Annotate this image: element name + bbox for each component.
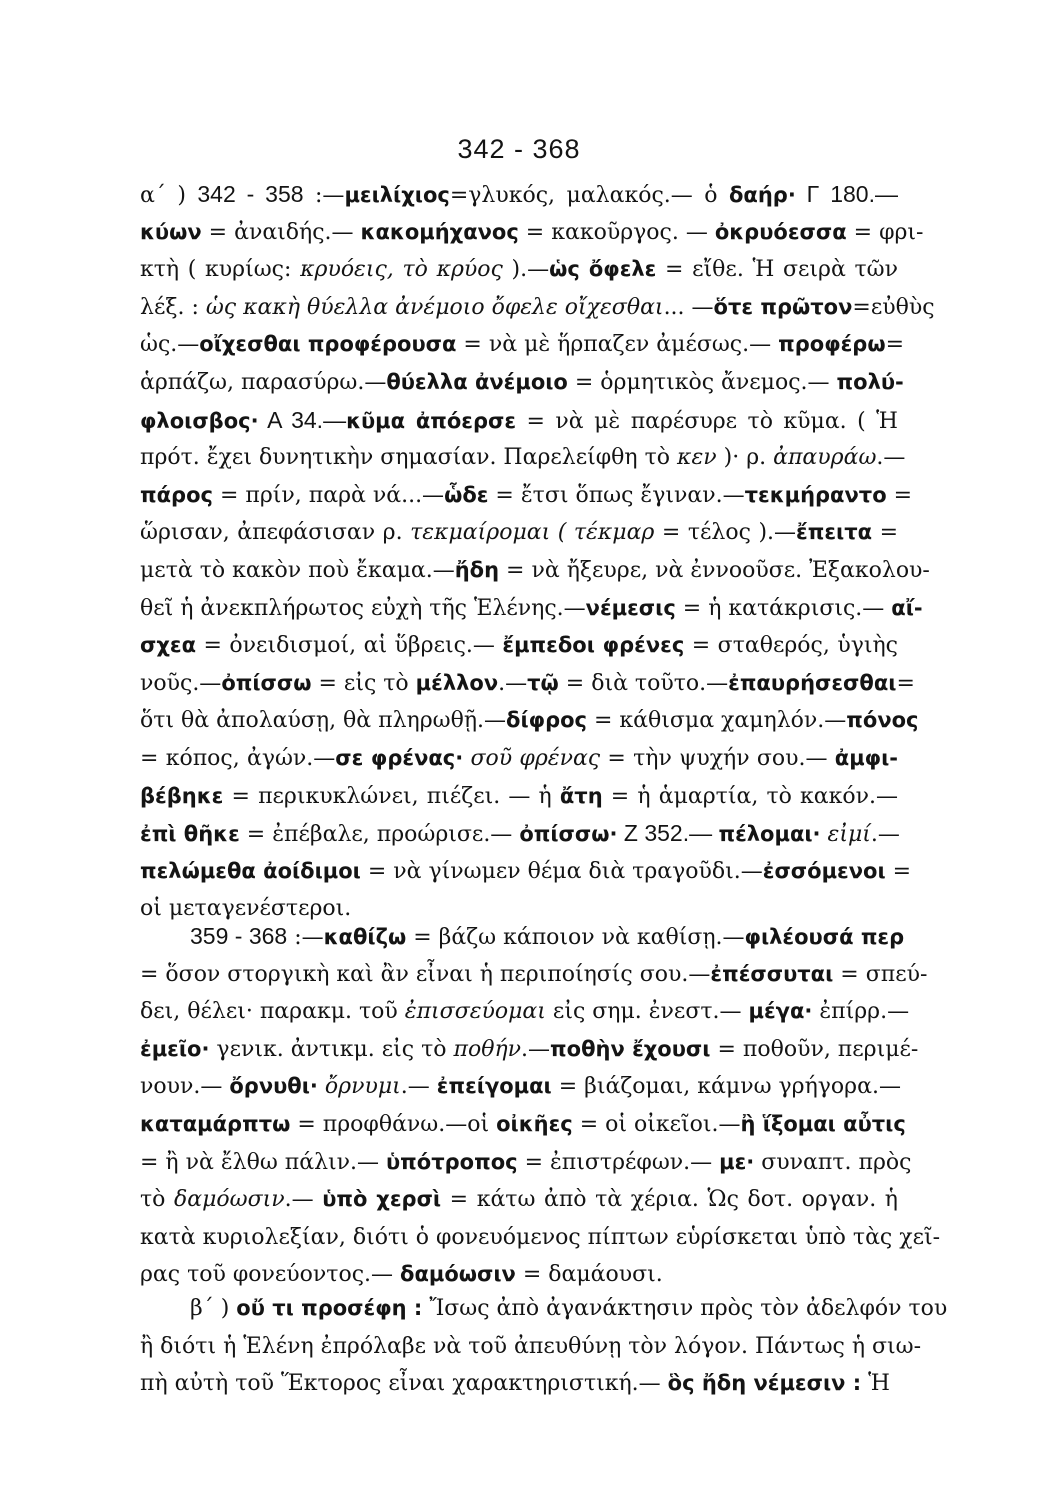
headword: κακομήχανος bbox=[360, 219, 519, 244]
body-text: ἁρπάζω, παρασύρω.— bbox=[140, 369, 387, 395]
text-line bbox=[140, 1328, 922, 1366]
body-text: .— bbox=[521, 1036, 551, 1062]
body-text: κατὰ κυριολεξίαν, διότι ὁ φονευόμενος πίπτων εὑρίσκεται ὑπὸ τὰς χεῖ- bbox=[140, 1224, 941, 1250]
body-text: α΄ ) bbox=[140, 183, 198, 208]
body-text: κτὴ ( κυρίως: bbox=[140, 257, 301, 283]
headword: βέβηκε bbox=[140, 783, 224, 808]
body-text: = ὁρμητικὸς ἄνεμος.— bbox=[567, 369, 837, 395]
body-text: νοῦς.— bbox=[140, 670, 222, 696]
text-line bbox=[140, 1068, 901, 1106]
text-line bbox=[140, 1290, 948, 1328]
text-line bbox=[140, 740, 898, 778]
text-line bbox=[140, 853, 912, 891]
body-text: = κάθισμα χαμηλόν.— bbox=[586, 708, 847, 734]
text-line bbox=[140, 176, 898, 214]
body-text: = τὴν ψυχήν σου.— bbox=[600, 745, 835, 771]
text-line bbox=[140, 552, 930, 590]
italic-text: ὡς κακὴ θύελλα ἀνέμοιο ὄφελε οἴχεσθαι bbox=[205, 294, 664, 320]
body-text bbox=[318, 1074, 325, 1099]
body-text: =γλυκός, μαλακός.— ὁ bbox=[449, 183, 729, 208]
headword: πάρος bbox=[140, 482, 213, 507]
body-text: = τέλος ).— bbox=[654, 520, 797, 546]
text-line bbox=[140, 1365, 898, 1403]
text-line bbox=[140, 402, 898, 440]
body-text: 342 - 358 bbox=[197, 181, 304, 207]
page-range-header: 342 - 368 bbox=[457, 134, 581, 164]
text-line bbox=[140, 956, 928, 994]
text-line bbox=[140, 326, 905, 364]
body-text: ὥρισαν, ἀπεφάσισαν ρ. bbox=[140, 520, 411, 546]
body-text: Γ 180.— bbox=[795, 181, 898, 207]
body-text: = bbox=[872, 520, 899, 546]
text-line bbox=[140, 590, 923, 628]
headword: ἐπαυρήσεσθαι bbox=[728, 670, 897, 695]
body-text: = νὰ γίνωμεν θέμα διὰ τραγοῦδι.— bbox=[360, 858, 763, 884]
text-line bbox=[140, 1106, 906, 1144]
body-text: = σταθερός, ὑγιὴς bbox=[684, 633, 898, 659]
body-text: = νὰ μὲ παρέσυρε τὸ κῦμα. ( Ἡ bbox=[516, 408, 898, 434]
headword: ὀπίσσω bbox=[221, 670, 312, 695]
text-line bbox=[140, 289, 935, 327]
body-text: = προφθάνω.—οἱ bbox=[290, 1111, 497, 1137]
headword: αἴ- bbox=[891, 595, 923, 620]
text-line bbox=[140, 214, 924, 252]
text-line bbox=[140, 514, 898, 552]
body-text: γενικ. ἀντικμ. εἰς τὸ bbox=[209, 1036, 454, 1062]
body-text: = bbox=[886, 482, 913, 508]
italic-text: κρυόεις, τὸ κρύος bbox=[300, 257, 503, 283]
headword: ποθὴν ἔχουσι bbox=[550, 1036, 711, 1061]
headword: οἰκῆες bbox=[496, 1111, 573, 1136]
body-text: = νὰ μὲ ἥρπαζεν ἀμέσως.— bbox=[456, 332, 779, 358]
italic-text: τεκμαίρομαι ( τέκμαρ bbox=[410, 520, 655, 546]
body-text: = διὰ τοῦτο.— bbox=[558, 670, 729, 696]
text-line bbox=[140, 627, 898, 665]
body-text: = bbox=[896, 670, 915, 696]
text-line bbox=[140, 1144, 912, 1182]
body-text: πρότ. ἔχει δυνητικὴν σημασίαν. Παρελείφθη τὸ bbox=[140, 445, 678, 471]
body-text: = ὀνειδισμοί, αἱ ὕβρεις.— bbox=[196, 633, 503, 659]
headword: ἢ ἵξομαι αὖτις bbox=[740, 1111, 906, 1136]
body-text: = κάτω ἀπὸ τὰ χέρια. Ὡς δοτ. οργαν. ἡ bbox=[441, 1187, 898, 1213]
body-text: = νὰ ἤξευρε, νὰ ἐννοοῦσε. Ἐξακολου- bbox=[499, 557, 930, 583]
body-text: = ἡ ἁμαρτία, τὸ κακόν.— bbox=[602, 783, 898, 809]
body-text: λέξ. : bbox=[140, 294, 206, 320]
headword: δαήρ· bbox=[728, 183, 796, 207]
headword: με· bbox=[719, 1149, 755, 1174]
body-text: = περικυκλώνει, πιέζει. — ἡ bbox=[223, 783, 560, 809]
headword: πελώμεθα ἀοίδιμοι bbox=[140, 858, 361, 883]
body-text: Ἡ bbox=[861, 1371, 890, 1397]
headword: ὧδε bbox=[444, 482, 489, 507]
body-text: πὴ αὐτὴ τοῦ Ἕκτορος εἶναι χαρακτηριστική.— bbox=[140, 1371, 668, 1397]
headword: προφέρω bbox=[778, 332, 886, 357]
body-text: Ἴσως ἀπὸ ἀγανάκτησιν πρὸς τὸν ἀδελφόν του bbox=[422, 1296, 948, 1321]
headword: ὀπίσσω· bbox=[519, 822, 618, 847]
body-text: συναπτ. πρὸς bbox=[754, 1149, 912, 1175]
body-text: = βάζω κάποιον νὰ καθίσῃ.— bbox=[406, 925, 745, 950]
headword: μειλίχιος bbox=[344, 183, 450, 207]
text-line bbox=[140, 702, 919, 740]
headword: ἄτη bbox=[559, 783, 603, 808]
headword: δίφρος bbox=[506, 708, 587, 733]
body-text: = bbox=[885, 332, 905, 358]
headword: ὀκρυόεσσα bbox=[714, 219, 847, 244]
body-text: ὅτι θὰ ἀπολαύσῃ, θὰ πληρωθῇ.— bbox=[140, 708, 507, 734]
body-text: = ἐπέβαλε, προώρισε.— bbox=[239, 822, 520, 848]
text-line bbox=[140, 993, 910, 1031]
headword: δαμόωσιν bbox=[400, 1262, 516, 1287]
headword: ὑπὸ χερσὶ bbox=[322, 1187, 442, 1212]
body-text: Ζ 352.— bbox=[617, 820, 719, 847]
body-text: .— bbox=[498, 670, 528, 696]
body-text: ὡς.— bbox=[140, 332, 200, 358]
text-line bbox=[140, 1219, 941, 1257]
headword: κῦμα ἀπόερσε bbox=[346, 408, 517, 433]
body-text: τὸ bbox=[140, 1187, 174, 1213]
body-text: = bbox=[885, 858, 912, 884]
body-text: ἢ διότι ἡ Ἑλένη ἐπρόλαβε νὰ τοῦ ἀπευθύνῃ τὸν λόγον. Πάντως ἡ σιω- bbox=[140, 1333, 922, 1359]
text-line bbox=[140, 251, 898, 289]
headword: ὅτε πρῶτον bbox=[713, 294, 853, 319]
italic-text: ἀπαυράω bbox=[773, 445, 877, 471]
body-text: = ἡ κατάκρισις.— bbox=[675, 595, 892, 621]
italic-text: σοῦ φρένας bbox=[470, 745, 601, 771]
headword: ἔμπεδοι φρένες bbox=[502, 633, 685, 658]
italic-text: κεν bbox=[677, 445, 717, 471]
body-text: = ὅσον στοργικὴ καὶ ἂν εἶναι ἡ περιποίησίς σου.— bbox=[140, 961, 711, 987]
text-line bbox=[140, 364, 904, 402]
body-text: .— bbox=[876, 445, 906, 471]
text-line bbox=[140, 1031, 919, 1069]
headword: τῷ bbox=[527, 670, 559, 695]
body-text: ... — bbox=[663, 294, 714, 320]
body-text: μετὰ τὸ κακὸν ποὺ ἔκαμα.— bbox=[140, 557, 455, 583]
headword: μέγα· bbox=[748, 999, 813, 1024]
headword: ἐμεῖο· bbox=[140, 1036, 210, 1061]
body-text: =εὐθὺς bbox=[852, 294, 935, 320]
italic-text: δαμόωσιν bbox=[174, 1187, 285, 1213]
headword: ἀμφι- bbox=[834, 745, 898, 770]
text-line bbox=[140, 665, 915, 703]
headword: ὑπότροπος bbox=[386, 1149, 518, 1174]
headword: πόνος bbox=[846, 708, 919, 733]
headword: τεκμήραντο bbox=[744, 482, 887, 507]
headword: πολύ- bbox=[836, 369, 904, 394]
headword: φιλέουσά περ bbox=[744, 925, 905, 949]
headword: καταμάρπτω bbox=[140, 1111, 291, 1136]
body-text: = ἐπιστρέφων.— bbox=[517, 1149, 720, 1175]
body-text: .— bbox=[284, 1187, 323, 1213]
headword: καθίζω bbox=[323, 925, 407, 949]
body-text: = βιάζομαι, κάμνω γρήγορα.— bbox=[551, 1074, 901, 1100]
body-text bbox=[821, 822, 828, 847]
headword: ἤδη bbox=[454, 557, 500, 582]
text-line bbox=[140, 918, 905, 956]
body-text: = εἰς τὸ bbox=[311, 670, 416, 696]
body-text: = πρίν, παρὰ νά...— bbox=[212, 482, 445, 508]
headword: ὡς ὄφελε bbox=[549, 257, 657, 282]
italic-text: ποθήν bbox=[453, 1036, 522, 1062]
italic-text: ὄρνυμι bbox=[324, 1074, 401, 1100]
headword: ὃς ἤδη νέμεσιν : bbox=[667, 1371, 862, 1396]
italic-text: εἰμί bbox=[827, 822, 871, 848]
commentary-section-342-358 bbox=[140, 176, 935, 928]
commentary-section-359-368 bbox=[140, 918, 941, 1294]
headword: φλοισβος· bbox=[140, 408, 259, 433]
body-text: ).— bbox=[502, 257, 550, 283]
headword: ὄρνυθι· bbox=[229, 1074, 318, 1099]
body-text: = δαμάουσι. bbox=[515, 1262, 663, 1288]
body-text: = κόπος, ἀγών.— bbox=[140, 745, 336, 771]
body-text: .— bbox=[870, 822, 900, 848]
headword: πέλομαι· bbox=[718, 822, 821, 847]
body-text: :— bbox=[303, 183, 345, 208]
text-line bbox=[140, 1256, 898, 1294]
body-text: = οἱ οἰκεῖοι.— bbox=[572, 1111, 741, 1137]
headword: μέλλον bbox=[415, 670, 499, 695]
commentary-section-beta bbox=[140, 1290, 948, 1403]
body-text: = ἔτσι ὅπως ἔγιναν.— bbox=[488, 482, 745, 508]
body-text: )· ρ. bbox=[716, 445, 774, 471]
text-line bbox=[140, 439, 906, 477]
text-line bbox=[140, 1181, 898, 1219]
body-text: = σπεύ- bbox=[833, 961, 928, 987]
body-text: = κακοῦργος. — bbox=[518, 219, 715, 245]
headword: ἐπείγομαι bbox=[436, 1074, 552, 1099]
text-line bbox=[140, 477, 913, 515]
body-text: δει, θέλει· παρακμ. τοῦ bbox=[140, 999, 405, 1025]
headword: κύων bbox=[140, 219, 202, 244]
body-text: = ποθοῦν, περιμέ- bbox=[710, 1036, 919, 1062]
body-text: νουν.— bbox=[140, 1074, 230, 1100]
body-text: θεῖ ἡ ἀνεκπλήρωτος εὐχὴ τῆς Ἑλένης.— bbox=[140, 595, 586, 621]
headword: οἴχεσθαι προφέρουσα bbox=[199, 332, 457, 357]
italic-text: ἐπισσεύομαι bbox=[404, 999, 546, 1025]
body-text: .— bbox=[400, 1074, 437, 1100]
body-text: = ἢ νὰ ἔλθω πάλιν.— bbox=[140, 1149, 386, 1175]
body-text: = εἴθε. Ἡ σειρὰ τῶν bbox=[656, 257, 898, 283]
headword: νέμεσις bbox=[585, 595, 676, 620]
body-text bbox=[463, 746, 470, 771]
headword: ἐπὶ θῆκε bbox=[140, 822, 240, 847]
headword: θύελλα ἀνέμοιο bbox=[386, 369, 568, 394]
body-text: = ἀναιδής.— bbox=[201, 219, 361, 245]
body-text: οἱ μεταγενέστεροι. bbox=[140, 896, 352, 922]
body-text: εἰς σημ. ἐνεστ.— bbox=[545, 999, 749, 1025]
text-line bbox=[140, 815, 898, 853]
headword: ἐπέσσυται bbox=[710, 961, 834, 986]
body-text: = φρι- bbox=[846, 219, 924, 245]
headword: σε φρένας· bbox=[335, 745, 464, 770]
body-text: ἐπίρρ.— bbox=[812, 999, 910, 1025]
body-text: :— bbox=[287, 925, 324, 950]
headword: σχεα bbox=[140, 633, 197, 658]
headword: ἐσσόμενοι bbox=[762, 858, 886, 883]
body-text: β΄ ) bbox=[190, 1296, 237, 1321]
body-text: ρας τοῦ φονεύοντος.— bbox=[140, 1262, 401, 1288]
text-line bbox=[140, 778, 898, 816]
body-text: 359 - 368 bbox=[190, 923, 288, 949]
body-text: Α 34.— bbox=[258, 406, 347, 433]
headword: ἔπειτα bbox=[796, 520, 873, 545]
headword: οὔ τι προσέφη : bbox=[236, 1296, 423, 1320]
